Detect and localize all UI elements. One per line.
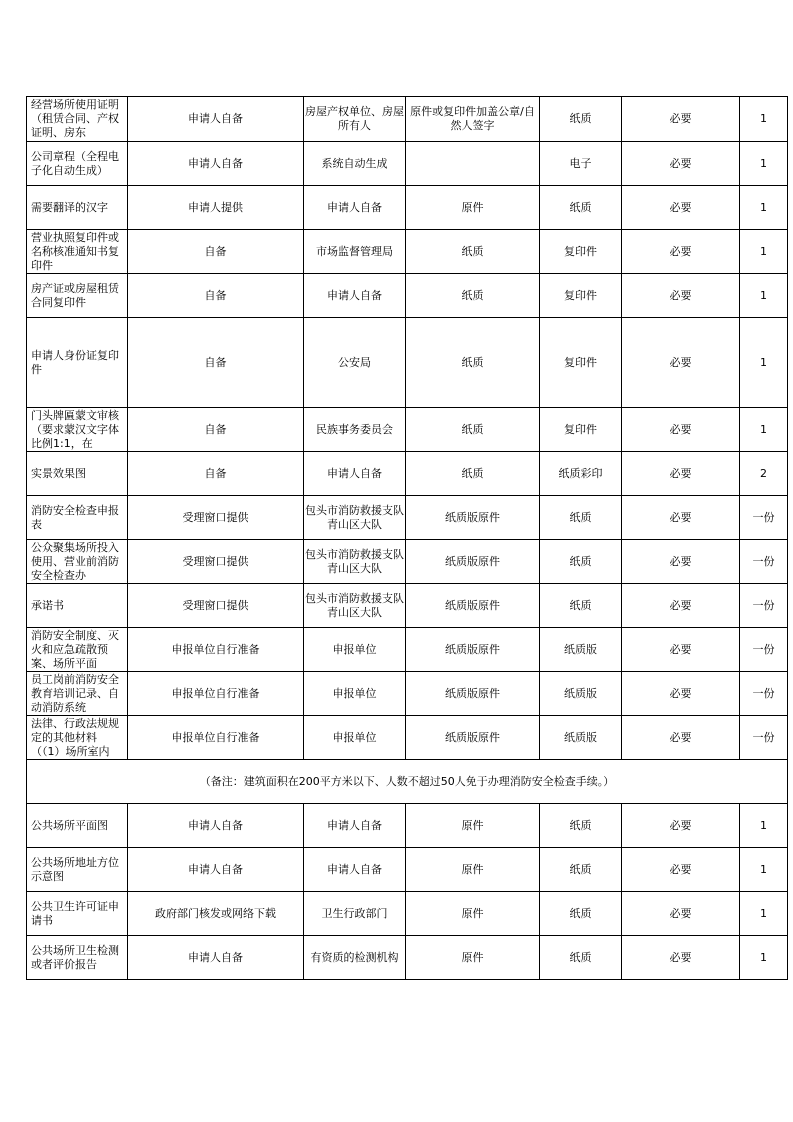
table-row (27, 540, 788, 584)
cell-necessity (622, 142, 740, 186)
necessity-text: 必要 (669, 200, 692, 214)
necessity-text: 必要 (669, 642, 692, 656)
cell-medium (540, 230, 622, 274)
copies-text: 1 (760, 288, 767, 302)
necessity-text: 必要 (669, 686, 692, 700)
source-channel-text: 申请人自备 (188, 112, 243, 125)
cell-issuing-body (304, 584, 406, 628)
form-requirement-text: 纸质版原件 (445, 510, 500, 524)
cell-medium (540, 892, 622, 936)
issuing-body-text: 民族事务委员会 (316, 422, 393, 436)
cell-medium (540, 936, 622, 980)
source-channel-text: 政府部门核发或网络下载 (155, 906, 276, 920)
form-requirement-text: 纸质 (461, 355, 484, 369)
table-row (27, 716, 788, 760)
cell-copies (740, 584, 788, 628)
source-channel-text: 申请人提供 (188, 200, 243, 214)
table-row (27, 892, 788, 936)
cell-form-requirement (406, 628, 540, 672)
cell-copies (740, 628, 788, 672)
cell-material-name (27, 186, 128, 230)
issuing-body-text: 申请人自备 (327, 200, 382, 214)
cell-form-requirement (406, 186, 540, 230)
copies-text: 1 (760, 818, 767, 832)
form-requirement-text: 原件 (461, 200, 484, 214)
cell-source-channel (128, 496, 304, 540)
cell-source-channel (128, 230, 304, 274)
cell-source-channel (128, 452, 304, 496)
cell-material-name (27, 848, 128, 892)
issuing-body-text: 市场监督管理局 (316, 244, 393, 258)
copies-text: 1 (760, 422, 767, 436)
cell-medium (540, 848, 622, 892)
cell-issuing-body (304, 804, 406, 848)
necessity-text: 必要 (669, 156, 692, 170)
form-requirement-text: 原件 (461, 950, 484, 964)
cell-form-requirement (406, 804, 540, 848)
cell-copies (740, 186, 788, 230)
copies-text: 一份 (752, 510, 775, 524)
cell-medium (540, 672, 622, 716)
cell-material-name (27, 274, 128, 318)
cell-issuing-body (304, 540, 406, 584)
cell-copies (740, 408, 788, 452)
material-name-text: 房产证或房屋租赁合同复印件 (31, 281, 119, 309)
cell-necessity (622, 408, 740, 452)
cell-source-channel (128, 628, 304, 672)
issuing-body-text: 包头市消防救援支队青山区大队 (305, 591, 404, 619)
cell-form-requirement (406, 936, 540, 980)
material-name-text: 公共场所卫生检测或者评价报告 (31, 943, 119, 971)
form-requirement-text: 纸质版原件 (445, 686, 500, 700)
cell-material-name (27, 628, 128, 672)
issuing-body-text: 房屋产权单位、房屋所有人 (305, 105, 404, 132)
medium-text: 纸质 (569, 598, 592, 612)
cell-medium (540, 584, 622, 628)
cell-medium (540, 186, 622, 230)
cell-medium (540, 540, 622, 584)
cell-necessity (622, 540, 740, 584)
copies-text: 1 (760, 862, 767, 876)
cell-copies (740, 848, 788, 892)
cell-necessity (622, 936, 740, 980)
medium-text: 复印件 (564, 355, 597, 369)
copies-text: 1 (760, 906, 767, 920)
cell-issuing-body (304, 318, 406, 408)
cell-issuing-body (304, 97, 406, 142)
material-name-text: 消防安全检查申报表 (31, 503, 119, 531)
necessity-text: 必要 (669, 906, 692, 920)
table-row (27, 97, 788, 142)
cell-material-name (27, 804, 128, 848)
cell-material-name (27, 142, 128, 186)
necessity-text: 必要 (669, 818, 692, 832)
source-channel-text: 自备 (204, 244, 227, 258)
cell-necessity (622, 848, 740, 892)
cell-issuing-body (304, 274, 406, 318)
cell-necessity (622, 230, 740, 274)
cell-issuing-body (304, 628, 406, 672)
table-row (27, 142, 788, 186)
cell-source-channel (128, 408, 304, 452)
medium-text: 纸质彩印 (558, 466, 603, 480)
cell-material-name (27, 584, 128, 628)
material-name-text: 公众聚集场所投入使用、营业前消防安全检查办 (31, 540, 119, 582)
table-row (27, 452, 788, 496)
table-row (27, 408, 788, 452)
source-channel-text: 受理窗口提供 (182, 510, 249, 524)
cell-source-channel (128, 97, 304, 142)
cell-issuing-body (304, 142, 406, 186)
cell-necessity (622, 186, 740, 230)
cell-source-channel (128, 540, 304, 584)
necessity-text: 必要 (669, 598, 692, 612)
cell-medium (540, 318, 622, 408)
cell-material-name (27, 892, 128, 936)
cell-medium (540, 716, 622, 760)
necessity-text: 必要 (669, 510, 692, 524)
material-name-text: 公共场所平面图 (31, 818, 108, 832)
medium-text: 纸质版 (564, 686, 597, 700)
material-name-text: 消防安全制度、灭火和应急疏散预案、场所平面 (31, 628, 119, 670)
issuing-body-text: 包头市消防救援支队青山区大队 (305, 503, 404, 531)
source-channel-text: 受理窗口提供 (182, 598, 249, 612)
cell-necessity (622, 672, 740, 716)
cell-issuing-body (304, 496, 406, 540)
cell-form-requirement (406, 452, 540, 496)
cell-material-name (27, 97, 128, 142)
copies-text: 1 (760, 355, 767, 369)
source-channel-text: 申报单位自行准备 (171, 642, 260, 656)
table-row (27, 936, 788, 980)
source-channel-text: 自备 (204, 466, 227, 480)
cell-material-name (27, 230, 128, 274)
cell-necessity (622, 274, 740, 318)
cell-copies (740, 672, 788, 716)
issuing-body-text: 卫生行政部门 (321, 906, 388, 920)
material-name-text: 法律、行政法规规定的其他材料（（1）场所室内 (31, 716, 119, 758)
copies-text: 一份 (752, 554, 775, 568)
materials-table (26, 96, 788, 980)
material-name-text: 承诺书 (31, 598, 64, 612)
table-row (27, 584, 788, 628)
cell-copies (740, 142, 788, 186)
cell-form-requirement (406, 540, 540, 584)
issuing-body-text: 包头市消防救援支队青山区大队 (305, 547, 404, 575)
medium-text: 纸质 (569, 510, 592, 524)
material-name-text: 公司章程（全程电子化自动生成） (31, 149, 119, 177)
issuing-body-text: 申请人自备 (327, 818, 382, 832)
cell-copies (740, 97, 788, 142)
form-requirement-text: 原件 (461, 906, 484, 920)
necessity-text: 必要 (669, 554, 692, 568)
source-channel-text: 申请人自备 (188, 950, 243, 964)
cell-form-requirement (406, 408, 540, 452)
source-channel-text: 受理窗口提供 (182, 554, 249, 568)
cell-issuing-body (304, 186, 406, 230)
cell-medium (540, 804, 622, 848)
cell-copies (740, 496, 788, 540)
medium-text: 纸质 (569, 554, 592, 568)
issuing-body-text: 公安局 (338, 355, 371, 369)
cell-necessity (622, 452, 740, 496)
form-requirement-text: 纸质 (461, 466, 484, 480)
cell-medium (540, 496, 622, 540)
cell-necessity (622, 584, 740, 628)
cell-source-channel (128, 716, 304, 760)
source-channel-text: 申报单位自行准备 (171, 686, 260, 700)
copies-text: 1 (760, 950, 767, 964)
source-channel-text: 申报单位自行准备 (171, 730, 260, 744)
cell-form-requirement (406, 716, 540, 760)
necessity-text: 必要 (669, 112, 692, 125)
source-channel-text: 申请人自备 (188, 156, 243, 170)
cell-medium (540, 628, 622, 672)
cell-medium (540, 142, 622, 186)
cell-material-name (27, 496, 128, 540)
cell-form-requirement (406, 230, 540, 274)
form-requirement-text: 纸质版原件 (445, 730, 500, 744)
cell-form-requirement (406, 142, 540, 186)
copies-text: 一份 (752, 598, 775, 612)
material-name-text: 员工岗前消防安全教育培训记录、自动消防系统 (31, 672, 119, 714)
cell-form-requirement (406, 97, 540, 142)
cell-source-channel (128, 804, 304, 848)
form-requirement-text: 纸质版原件 (445, 598, 500, 612)
cell-form-requirement (406, 584, 540, 628)
cell-copies (740, 892, 788, 936)
issuing-body-text: 申报单位 (332, 642, 377, 656)
cell-copies (740, 318, 788, 408)
cell-medium (540, 274, 622, 318)
cell-copies (740, 936, 788, 980)
necessity-text: 必要 (669, 950, 692, 964)
cell-issuing-body (304, 936, 406, 980)
cell-source-channel (128, 672, 304, 716)
source-channel-text: 申请人自备 (188, 862, 243, 876)
issuing-body-text: 申报单位 (332, 686, 377, 700)
cell-copies (740, 716, 788, 760)
material-name-text: 申请人身份证复印件 (31, 348, 119, 376)
table-row (27, 274, 788, 318)
form-requirement-text: 纸质 (461, 422, 484, 436)
cell-necessity (622, 318, 740, 408)
cell-copies (740, 452, 788, 496)
medium-text: 复印件 (564, 244, 597, 258)
copies-text: 1 (760, 244, 767, 258)
necessity-text: 必要 (669, 422, 692, 436)
cell-issuing-body (304, 452, 406, 496)
medium-text: 复印件 (564, 422, 597, 436)
medium-text: 复印件 (564, 288, 597, 302)
cell-material-name (27, 408, 128, 452)
cell-source-channel (128, 892, 304, 936)
cell-material-name (27, 452, 128, 496)
cell-copies (740, 230, 788, 274)
copies-text: 一份 (752, 730, 775, 744)
form-requirement-text: 原件或复印件加盖公章/自然人签字 (410, 105, 535, 132)
medium-text: 纸质 (569, 112, 592, 125)
necessity-text: 必要 (669, 355, 692, 369)
issuing-body-text: 申请人自备 (327, 288, 382, 302)
cell-form-requirement (406, 848, 540, 892)
issuing-body-text: 有资质的检测机构 (310, 950, 399, 964)
cell-necessity (622, 804, 740, 848)
copies-text: 一份 (752, 686, 775, 700)
cell-issuing-body (304, 848, 406, 892)
note-text: （备注：建筑面积在200平方米以下、人数不超过50人免于办理消防安全检查手续。） (27, 760, 788, 804)
cell-source-channel (128, 274, 304, 318)
form-requirement-text: 原件 (461, 818, 484, 832)
cell-medium (540, 408, 622, 452)
necessity-text: 必要 (669, 288, 692, 302)
table-row (27, 496, 788, 540)
necessity-text: 必要 (669, 862, 692, 876)
table-row (27, 230, 788, 274)
copies-text: 一份 (752, 642, 775, 656)
material-name-text: 公共卫生许可证申请书 (31, 899, 119, 927)
form-requirement-text: 纸质版原件 (445, 642, 500, 656)
table-row (27, 804, 788, 848)
cell-form-requirement (406, 318, 540, 408)
cell-source-channel (128, 186, 304, 230)
cell-material-name (27, 716, 128, 760)
cell-source-channel (128, 142, 304, 186)
table-row (27, 318, 788, 408)
cell-material-name (27, 672, 128, 716)
cell-copies (740, 804, 788, 848)
form-requirement-text: 原件 (461, 862, 484, 876)
cell-copies (740, 540, 788, 584)
necessity-text: 必要 (669, 730, 692, 744)
cell-necessity (622, 892, 740, 936)
cell-medium (540, 452, 622, 496)
cell-medium (540, 97, 622, 142)
medium-text: 纸质版 (564, 642, 597, 656)
necessity-text: 必要 (669, 244, 692, 258)
cell-source-channel (128, 936, 304, 980)
source-channel-text: 自备 (204, 355, 227, 369)
note-row (27, 760, 788, 804)
cell-issuing-body (304, 408, 406, 452)
cell-issuing-body (304, 892, 406, 936)
table-row (27, 628, 788, 672)
issuing-body-text: 申请人自备 (327, 862, 382, 876)
cell-copies (740, 274, 788, 318)
cell-form-requirement (406, 892, 540, 936)
cell-necessity (622, 716, 740, 760)
medium-text: 纸质 (569, 200, 592, 214)
cell-form-requirement (406, 274, 540, 318)
copies-text: 1 (760, 112, 767, 125)
cell-material-name (27, 936, 128, 980)
form-requirement-text: 纸质 (461, 244, 484, 258)
copies-text: 2 (760, 466, 767, 480)
medium-text: 纸质版 (564, 730, 597, 744)
cell-source-channel (128, 848, 304, 892)
medium-text: 电子 (569, 156, 592, 170)
material-name-text: 经营场所使用证明（租赁合同、产权证明、房东 (31, 98, 119, 139)
medium-text: 纸质 (569, 950, 592, 964)
material-name-text: 门头牌匾蒙文审核（要求蒙汉文字体比例1:1，在 (31, 408, 119, 450)
form-requirement-text: 纸质版原件 (445, 554, 500, 568)
material-name-text: 营业执照复印件或名称核准通知书复印件 (31, 230, 119, 272)
cell-necessity (622, 97, 740, 142)
medium-text: 纸质 (569, 906, 592, 920)
medium-text: 纸质 (569, 818, 592, 832)
copies-text: 1 (760, 200, 767, 214)
cell-material-name (27, 318, 128, 408)
necessity-text: 必要 (669, 466, 692, 480)
source-channel-text: 自备 (204, 422, 227, 436)
form-requirement-text: 纸质 (461, 288, 484, 302)
cell-form-requirement (406, 672, 540, 716)
material-name-text: 需要翻译的汉字 (31, 200, 108, 214)
cell-necessity (622, 496, 740, 540)
issuing-body-text: 系统自动生成 (321, 156, 388, 170)
cell-issuing-body (304, 230, 406, 274)
table-row (27, 672, 788, 716)
material-name-text: 实景效果图 (31, 466, 86, 480)
issuing-body-text: 申请人自备 (327, 466, 382, 480)
cell-necessity (622, 628, 740, 672)
table-row (27, 186, 788, 230)
cell-material-name (27, 540, 128, 584)
source-channel-text: 自备 (204, 288, 227, 302)
copies-text: 1 (760, 156, 767, 170)
material-name-text: 公共场所地址方位示意图 (31, 855, 119, 883)
source-channel-text: 申请人自备 (188, 818, 243, 832)
table-row (27, 848, 788, 892)
issuing-body-text: 申报单位 (332, 730, 377, 744)
cell-source-channel (128, 584, 304, 628)
cell-form-requirement (406, 496, 540, 540)
cell-issuing-body (304, 716, 406, 760)
medium-text: 纸质 (569, 862, 592, 876)
cell-source-channel (128, 318, 304, 408)
cell-issuing-body (304, 672, 406, 716)
